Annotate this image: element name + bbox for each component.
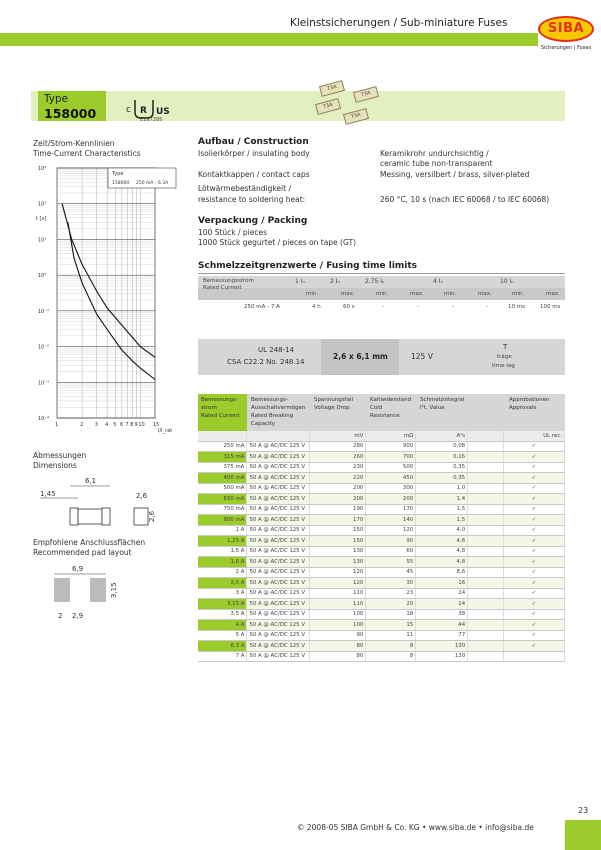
table-cell: 50 A @ AC/DC 125 V (247, 546, 310, 557)
table-cell: 15 (366, 620, 416, 631)
table-cell (468, 588, 504, 599)
fusing-head-de: Bemessungsstrom (203, 278, 254, 284)
footer-copyright: © 2008-05 SIBA GmbH & Co. KG • www.siba.de • info@siba.de (297, 823, 534, 832)
table-cell (468, 441, 504, 452)
construction-caps-value: Messing, versilbert / brass, silver-plated (380, 170, 530, 179)
table-cell: 8 (366, 651, 416, 662)
table-row (198, 651, 565, 662)
table-row (198, 567, 565, 578)
fusing-col-10in: 10 Iₙ (500, 278, 514, 285)
table-cell: 50 A @ AC/DC 125 V (247, 452, 310, 463)
table-cell (468, 494, 504, 505)
table-cell: ✓ (504, 494, 565, 505)
fuse-image: T3A (353, 86, 379, 103)
chart-y-tick-label: 10⁰ (38, 273, 47, 280)
table-cell (468, 546, 504, 557)
fusing-col-2in: 2 Iₙ (330, 278, 340, 285)
table-cell: 50 A @ AC/DC 125 V (247, 504, 310, 515)
fusing-col-4in: 4 Iₙ (433, 278, 443, 285)
table-cell (468, 651, 504, 662)
fusing-rule (198, 273, 565, 274)
table-cell: 0,35 (416, 473, 468, 484)
pad-width: 3,15 (110, 582, 118, 598)
chart-legend-range: 250 mA - 6.3A (136, 181, 169, 186)
th-rated-current: Bemessungs- strom Rated Current (201, 397, 240, 419)
approval-csa: CSA C22.2 No. 248.14 (227, 358, 305, 366)
unit-cell (247, 431, 310, 441)
table-cell: 220 (310, 473, 366, 484)
chart-x-tick-label: 6 (119, 422, 124, 428)
table-cell: 50 A @ AC/DC 125 V (247, 599, 310, 610)
table-cell: 1,5 (416, 504, 468, 515)
table-cell: 38 (416, 609, 468, 620)
page-header-title: Kleinstsicherungen / Sub-miniature Fuses (290, 17, 508, 29)
fusing-data: 4 h (312, 304, 321, 310)
table-cell: 300 (366, 483, 416, 494)
table-row (198, 588, 565, 599)
table-cell: ✓ (504, 609, 565, 620)
table-unit-row (198, 431, 565, 441)
table-cell: ✓ (504, 557, 565, 568)
table-cell (468, 578, 504, 589)
table-cell: ✓ (504, 462, 565, 473)
table-cell: 90 (310, 630, 366, 641)
table-cell: 80 (310, 651, 366, 662)
approval-size: 2,6 x 6,1 mm (333, 352, 388, 361)
packing-line2: 1000 Stück gegurtet / pieces on tape (GT) (198, 238, 357, 247)
table-cell: 750 mA (198, 504, 247, 515)
table-cell: 8 (366, 641, 416, 652)
table-cell: 50 A @ AC/DC 125 V (247, 494, 310, 505)
table-cell: 50 A @ AC/DC 125 V (247, 557, 310, 568)
table-cell: 120 (310, 567, 366, 578)
table-row (198, 630, 565, 641)
type-bar (31, 91, 565, 121)
table-cell: 18 (366, 609, 416, 620)
unit-cell: mV (310, 431, 366, 441)
th-cold-resistance: Kaltwiderstand Cold Resistance (370, 397, 412, 419)
unit-cell: UL rec. (504, 431, 565, 441)
table-cell (468, 557, 504, 568)
pad-layout-drawing (30, 560, 180, 630)
table-cell: 80 (310, 641, 366, 652)
table-cell: 24 (416, 588, 468, 599)
table-cell: 4,0 (416, 525, 468, 536)
table-cell: ✓ (504, 536, 565, 547)
approval-trage: träge (497, 354, 512, 360)
table-cell: 50 A @ AC/DC 125 V (247, 525, 310, 536)
table-row (198, 473, 565, 484)
table-cell (504, 651, 565, 662)
table-cell: 900 (366, 441, 416, 452)
chart-y-tick-label: 10³ (38, 166, 47, 172)
fusing-data: - (382, 304, 384, 310)
table-cell: 1 A (198, 525, 247, 536)
table-cell: ✓ (504, 515, 565, 526)
table-cell: 280 (310, 441, 366, 452)
table-cell: 90 (366, 536, 416, 547)
table-cell: 120 (310, 578, 366, 589)
table-cell: 6,3 A (198, 641, 247, 652)
table-cell: 100 (310, 609, 366, 620)
fusing-subcol: max. (410, 291, 424, 297)
table-cell: 0,16 (416, 452, 468, 463)
table-cell: ✓ (504, 452, 565, 463)
dim-cap: 1,45 (40, 490, 56, 498)
table-cell: 250 mA (198, 441, 247, 452)
table-cell: 100 (310, 620, 366, 631)
table-cell: 30 (366, 578, 416, 589)
table-cell: 50 A @ AC/DC 125 V (247, 641, 310, 652)
dim-height: 2,6 (148, 510, 156, 522)
approval-ul: UL 248-14 (258, 346, 295, 354)
chart-x-tick-label: 7 (125, 422, 129, 428)
table-cell: 200 (366, 494, 416, 505)
pad-size: 2 (58, 612, 63, 620)
table-cell (468, 567, 504, 578)
table-cell: 4 A (198, 620, 247, 631)
table-cell: 130 (310, 557, 366, 568)
chart-x-tick-label: 1 (55, 422, 59, 428)
pads-title-en: Recommended pad layout (33, 548, 132, 557)
table-cell (468, 452, 504, 463)
approval-timelag: time-lag (492, 363, 515, 369)
chart-y-label: t [s] (36, 216, 47, 222)
table-row (198, 441, 565, 452)
fusing-data: 10 ms (508, 304, 525, 310)
fuse-image: T3A (315, 98, 341, 115)
unit-cell: mΩ (366, 431, 416, 441)
siba-logo (538, 16, 594, 56)
table-cell: 8,6 (416, 567, 468, 578)
table-cell: 50 A @ AC/DC 125 V (247, 578, 310, 589)
th-i2t: Schmelzintegral I²t, Value (420, 397, 465, 411)
pad-gap: 2,9 (72, 612, 84, 620)
table-cell: 140 (366, 515, 416, 526)
chart-x-tick-label: 10 (138, 422, 145, 428)
construction-body-value: Keramikrohr undurchsichtig / (380, 149, 489, 158)
table-cell: 1,6 A (198, 557, 247, 568)
chart-y-tick-label: 10⁻³ (38, 380, 50, 387)
table-cell: 50 A @ AC/DC 125 V (247, 441, 310, 452)
chart-x-tick-label: 8 (130, 422, 134, 428)
table-row (198, 609, 565, 620)
table-cell: 170 (366, 504, 416, 515)
table-cell: 170 (310, 515, 366, 526)
logo-subtext: Sicherungen | Fuses (540, 45, 592, 51)
table-row (198, 620, 565, 631)
chart-x-ticks (55, 422, 159, 428)
unit-cell (198, 431, 247, 441)
footer-green-corner (565, 820, 601, 850)
table-cell: 190 (310, 504, 366, 515)
fusing-col-1in: 1 Iₙ (295, 278, 305, 285)
table-cell: ✓ (504, 578, 565, 589)
chart-x-tick-label: 5 (113, 422, 117, 428)
table-cell: 50 A @ AC/DC 125 V (247, 620, 310, 631)
table-row (198, 641, 565, 652)
chart-x-tick-label: 4 (105, 422, 109, 428)
chart-x-tick-label: 9 (134, 422, 138, 428)
dimensions-title-en: Dimensions (33, 461, 77, 470)
table-cell: 60 (366, 546, 416, 557)
table-cell: ✓ (504, 641, 565, 652)
table-cell: 150 (310, 525, 366, 536)
table-cell (468, 525, 504, 536)
table-cell: 50 A @ AC/DC 125 V (247, 515, 310, 526)
chart-y-tick-label: 10² (38, 201, 47, 208)
pads-title-de: Empfohlene Anschlussflächen (33, 538, 146, 547)
chart-y-tick-label: 10⁻² (38, 344, 50, 351)
table-row (198, 536, 565, 547)
table-cell: 77 (416, 630, 468, 641)
table-cell: 4,8 (416, 557, 468, 568)
pad-length: 6,9 (72, 565, 84, 573)
table-cell (468, 641, 504, 652)
fusing-col-275in: 2,75 Iₙ (365, 278, 385, 285)
table-cell: 50 A @ AC/DC 125 V (247, 651, 310, 662)
table-cell: 5 A (198, 630, 247, 641)
svg-text:R: R (140, 106, 147, 116)
type-number: 158000 (44, 106, 97, 121)
table-row (198, 546, 565, 557)
table-cell: 1,5 A (198, 546, 247, 557)
table-cell: 260 (310, 452, 366, 463)
table-cell: 7 A (198, 651, 247, 662)
table-cell: 130 (310, 546, 366, 557)
table-cell: ✓ (504, 588, 565, 599)
table-cell: ✓ (504, 525, 565, 536)
table-cell: ✓ (504, 441, 565, 452)
construction-solder-label2: resistance to soldering heat: (198, 195, 306, 204)
table-cell (468, 630, 504, 641)
table-cell: ✓ (504, 620, 565, 631)
table-cell: 3,5 A (198, 609, 247, 620)
approval-t: T (503, 343, 508, 351)
svg-text:US: US (156, 107, 170, 117)
dim-diameter: 2,6 (136, 492, 148, 500)
table-cell: ✓ (504, 630, 565, 641)
table-cell: ✓ (504, 504, 565, 515)
approval-voltage: 125 V (411, 352, 433, 361)
fusing-data: 100 ms (540, 304, 561, 310)
table-cell: 50 A @ AC/DC 125 V (247, 462, 310, 473)
table-cell: 55 (366, 557, 416, 568)
unit-cell: A²s (416, 431, 468, 441)
dimensions-drawing (30, 474, 180, 534)
unit-cell (468, 431, 504, 441)
table-row (198, 504, 565, 515)
table-cell: 3 A (198, 588, 247, 599)
table-cell (468, 504, 504, 515)
chart-x-label: I/I_rat (158, 428, 173, 434)
table-cell (468, 536, 504, 547)
logo-text: SIBA (547, 21, 585, 36)
table-cell: 500 (366, 462, 416, 473)
chart-title-en: Time-Current Characteristics (33, 149, 141, 158)
table-cell: 120 (366, 525, 416, 536)
table-cell (468, 462, 504, 473)
construction-body-label: Isolierkörper / insulating body (198, 149, 310, 158)
svg-text:c: c (126, 105, 131, 115)
table-cell: 24 (416, 599, 468, 610)
table-cell (468, 609, 504, 620)
fuse-image: T3A (319, 80, 345, 97)
table-cell: 1,4 (416, 494, 468, 505)
packing-title: Verpackung / Packing (198, 216, 308, 226)
table-cell: 0,08 (416, 441, 468, 452)
table-row (198, 525, 565, 536)
table-row (198, 599, 565, 610)
page-number: 23 (578, 806, 589, 815)
table-cell: 0,35 (416, 462, 468, 473)
table-cell: 16 (416, 578, 468, 589)
table-cell: 50 A @ AC/DC 125 V (247, 588, 310, 599)
table-cell: ✓ (504, 567, 565, 578)
fusing-data: - (417, 304, 419, 310)
table-cell: 700 (366, 452, 416, 463)
table-row (198, 452, 565, 463)
table-cell: 400 mA (198, 473, 247, 484)
table-cell: ✓ (504, 483, 565, 494)
table-cell: 450 (366, 473, 416, 484)
fusing-subcol: min. (444, 291, 457, 297)
table-cell (468, 599, 504, 610)
chart-legend-series: 158000 (112, 181, 130, 186)
table-cell: 375 mA (198, 462, 247, 473)
table-cell: 50 A @ AC/DC 125 V (247, 567, 310, 578)
table-cell: 2,5 A (198, 578, 247, 589)
table-cell: 200 (310, 494, 366, 505)
table-row (198, 462, 565, 473)
table-cell: 4,6 (416, 536, 468, 547)
table-cell: 1,0 (416, 483, 468, 494)
table-cell: 45 (366, 567, 416, 578)
table-cell (468, 483, 504, 494)
table-row (198, 494, 565, 505)
th-breaking-capacity: Bemessungs- Ausschaltvermögen Rated Breaking Capacity (251, 397, 306, 427)
table-row (198, 578, 565, 589)
table-cell: 50 A @ AC/DC 125 V (247, 473, 310, 484)
fusing-data: - (452, 304, 454, 310)
fusing-data: - (486, 304, 488, 310)
construction-solder-value: 260 °C, 10 s (nach IEC 60068 / to IEC 60068) (380, 195, 550, 204)
fusing-subcol: min. (512, 291, 525, 297)
dimensions-title-de: Abmessungen (33, 451, 87, 460)
time-current-chart (30, 160, 180, 435)
table-cell: 200 (310, 483, 366, 494)
table-cell: 800 mA (198, 515, 247, 526)
table-cell: 150 (310, 536, 366, 547)
table-cell: 2 A (198, 567, 247, 578)
ul-file-number: E167295 (140, 117, 163, 123)
fusing-data: 60 s (343, 304, 355, 310)
table-cell: 630 mA (198, 494, 247, 505)
table-cell (468, 473, 504, 484)
table-cell: ✓ (504, 599, 565, 610)
construction-title: Aufbau / Construction (198, 137, 309, 147)
chart-y-tick-label: 10⁻¹ (38, 308, 50, 315)
table-cell: 500 mA (198, 483, 247, 494)
fusing-subcol: max. (546, 291, 560, 297)
th-voltage-drop: Spannungsfall Voltage Drop (314, 397, 354, 411)
table-cell (468, 515, 504, 526)
table-cell: 130 (416, 641, 468, 652)
table-cell: 1,25 A (198, 536, 247, 547)
construction-body-value2: ceramic tube non-transparent (380, 159, 493, 168)
fusing-subcol: max. (341, 291, 355, 297)
chart-title-de: Zeit/Strom-Kennlinien (33, 139, 115, 148)
type-label: Type (44, 93, 69, 105)
construction-solder-label: Lötwärmebeständigkeit / (198, 184, 291, 193)
table-cell: 50 A @ AC/DC 125 V (247, 536, 310, 547)
table-cell: 50 A @ AC/DC 125 V (247, 483, 310, 494)
fusing-subcol: min. (376, 291, 389, 297)
table-row (198, 483, 565, 494)
table-cell: 50 A @ AC/DC 125 V (247, 609, 310, 620)
table-cell: 110 (310, 588, 366, 599)
chart-x-tick-label: 15 (153, 422, 160, 428)
chart-y-tick-label: 10¹ (38, 237, 47, 244)
fusing-head-en: Rated Current (203, 285, 242, 291)
table-cell: 50 A @ AC/DC 125 V (247, 630, 310, 641)
header-green-bar (0, 33, 546, 46)
table-cell: 11 (366, 630, 416, 641)
chart-y-tick-label: 10⁻⁴ (38, 416, 50, 422)
chart-legend-type: Type (112, 171, 124, 177)
table-cell: 230 (310, 462, 366, 473)
table-cell: ✓ (504, 473, 565, 484)
chart-x-tick-label: 2 (80, 422, 84, 428)
table-cell: 3,15 A (198, 599, 247, 610)
fusing-subcol: max. (478, 291, 492, 297)
fusing-title: Schmelzzeitgrenzwerte / Fusing time limits (198, 261, 418, 271)
fuse-table (198, 431, 565, 662)
table-cell: 44 (416, 620, 468, 631)
fuse-image: T3A (343, 108, 369, 125)
table-row (198, 515, 565, 526)
table-cell (468, 620, 504, 631)
table-cell: ✓ (504, 546, 565, 557)
table-cell: 110 (310, 599, 366, 610)
table-cell: 130 (416, 651, 468, 662)
packing-line1: 100 Stück / pieces (198, 228, 268, 237)
table-cell: 4,8 (416, 546, 468, 557)
chart-y-ticks (38, 166, 49, 422)
construction-caps-label: Kontaktkappen / contact caps (198, 170, 310, 179)
chart-x-tick-label: 3 (94, 422, 98, 428)
table-cell: 23 (366, 588, 416, 599)
table-row (198, 557, 565, 568)
table-cell: 315 mA (198, 452, 247, 463)
th-approvals: Approbationen Approvals (509, 397, 550, 411)
table-cell: 1,5 (416, 515, 468, 526)
chart-grid (57, 168, 155, 418)
dim-length: 6,1 (85, 477, 97, 485)
fusing-data-current: 250 mA - 7 A (244, 304, 280, 310)
table-cell: 20 (366, 599, 416, 610)
fusing-subcol: min. (306, 291, 319, 297)
